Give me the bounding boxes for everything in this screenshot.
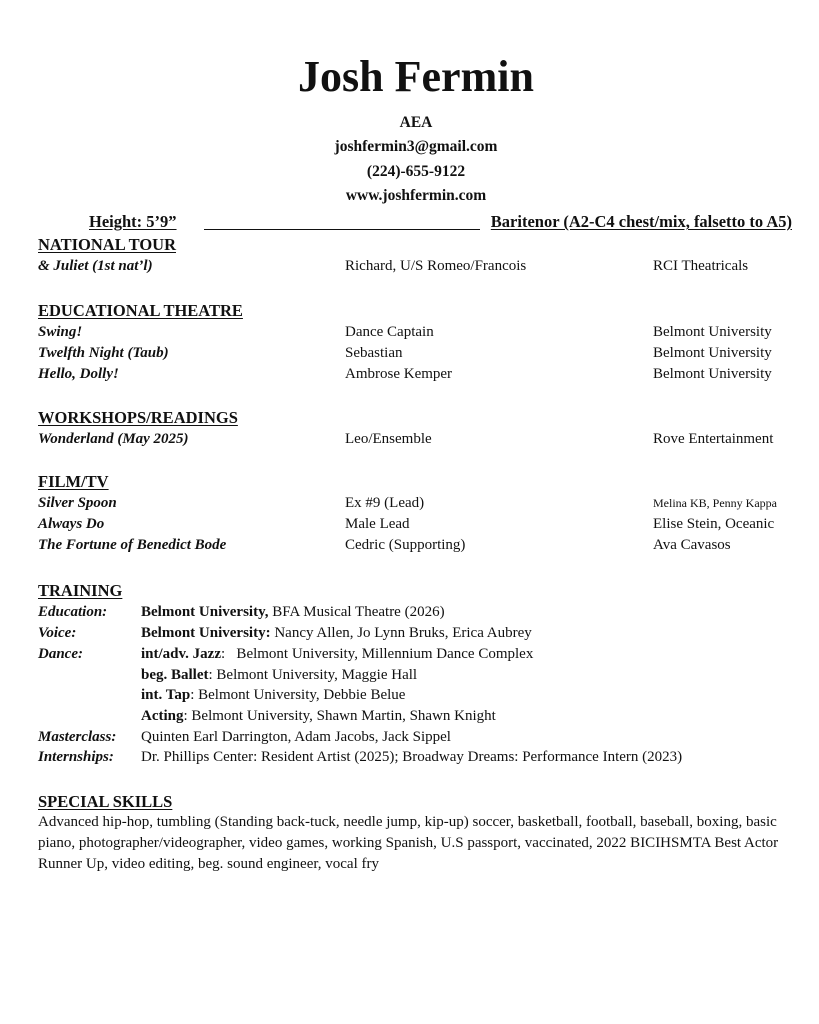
credit-title: Always Do [38,516,105,532]
section-heading-training: TRAINING [38,581,123,600]
training-row-education [38,602,798,623]
credit-title: Swing! [38,324,83,340]
special-skills-text: Advanced hip-hop, tumbling (Standing back-tuck, needle jump, kip-up) soccer, basketball, football, baseball, boxing, basic piano, photographer/videographer, video games, working Spanish, U.S passport, vaccinated, 2022 BICIHSMTA Best Actor Runner Up, video editing, beg. sound engineer, vocal fry [38,814,779,872]
credit-row [38,256,798,277]
credit-role: Male Lead [345,516,410,532]
credit-company: Belmont University [653,366,772,382]
phone-text: (224)-655-9122 [366,163,466,180]
section-heading-film-tv: FILM/TV [38,472,109,491]
training-value [141,685,405,706]
training-value-bold: beg. Ballet [141,667,209,683]
credit-role: Dance Captain [345,324,434,340]
training-label: Voice: [38,625,77,641]
website-text: www.joshfermin.com [345,187,487,204]
credit-row [38,429,798,450]
training-value-text: BFA Musical Theatre (2026) [268,604,445,620]
training-value [141,706,496,727]
training-row-voice [38,623,798,644]
credit-title: Hello, Dolly! [38,366,119,382]
training-value [141,602,445,623]
training-value-bold: int/adv. Jazz [141,646,222,662]
training-value-text: : Belmont University, Millennium Dance Complex [221,646,534,662]
voice-type-text: Baritenor (A2-C4 chest/mix, falsetto to A5) [490,212,792,231]
credit-row [38,493,798,514]
training-label: Masterclass: [38,729,117,745]
section-heading-special-skills: SPECIAL SKILLS [38,792,173,811]
credit-row [38,343,798,364]
credit-title: The Fortune of Benedict Bode [38,537,227,553]
credit-row [38,514,798,535]
training-value [141,644,533,665]
training-value-text: : Belmont University, Debbie Belue [190,687,406,703]
section-heading-educational-theatre: EDUCATIONAL THEATRE [38,301,243,320]
divider-rule [204,229,480,230]
credit-company: Belmont University [653,345,772,361]
credit-company: Melina KB, Penny Kappa [653,496,777,510]
training-value-bold: Belmont University, [141,604,269,620]
training-row-dance [38,644,798,665]
credit-title: & Juliet (1st nat’l) [38,258,153,274]
credit-role: Cedric (Supporting) [345,537,466,553]
training-row-masterclass [38,727,798,748]
credit-row [38,322,798,343]
training-row-internships [38,747,798,768]
credit-company: RCI Theatricals [653,258,749,274]
height-voice-line [89,212,792,234]
credit-role: Sebastian [345,345,403,361]
training-label: Dance: [38,646,83,662]
email-text: joshfermin3@gmail.com [334,138,498,155]
credit-role: Richard, U/S Romeo/Francois [345,258,527,274]
section-heading-national-tour: NATIONAL TOUR [38,235,176,254]
credit-title: Twelfth Night (Taub) [38,345,169,361]
credit-title: Wonderland (May 2025) [38,431,189,447]
training-row-dance-ballet [38,665,798,686]
training-value [141,665,417,686]
credit-role: Ambrose Kemper [345,366,453,382]
credit-company: Belmont University [653,324,772,340]
union-affiliation: AEA [399,114,433,131]
training-value: Quinten Earl Darrington, Adam Jacobs, Jack Sippel [141,729,451,745]
section-heading-workshops: WORKSHOPS/READINGS [38,408,238,427]
credit-row [38,535,798,556]
training-value [141,623,532,644]
training-value: Dr. Phillips Center: Resident Artist (2025); Broadway Dreams: Performance Intern (2023) [141,749,683,765]
training-label: Internships: [38,749,114,765]
credit-company: Elise Stein, Oceanic [653,516,775,532]
credit-role: Ex #9 (Lead) [345,495,425,511]
training-row-acting [38,706,798,727]
credit-company: Ava Cavasos [653,537,731,553]
training-value-bold: Acting [141,708,184,724]
credit-row [38,364,798,385]
height-text: Height: 5’9” [89,212,177,231]
training-value-text: : Belmont University, Maggie Hall [208,667,418,683]
credit-company: Rove Entertainment [653,431,774,447]
credit-role: Leo/Ensemble [345,431,432,447]
training-value-bold: Belmont University: [141,625,271,641]
training-row-dance-tap [38,685,798,706]
training-value-text: : Belmont University, Shawn Martin, Shawn Knight [183,708,496,724]
training-value-text: Nancy Allen, Jo Lynn Bruks, Erica Aubrey [270,625,532,641]
training-value-bold: int. Tap [141,687,191,703]
training-label: Education: [38,604,108,620]
credit-title: Silver Spoon [38,495,117,511]
page-title: Josh Fermin [298,52,534,101]
